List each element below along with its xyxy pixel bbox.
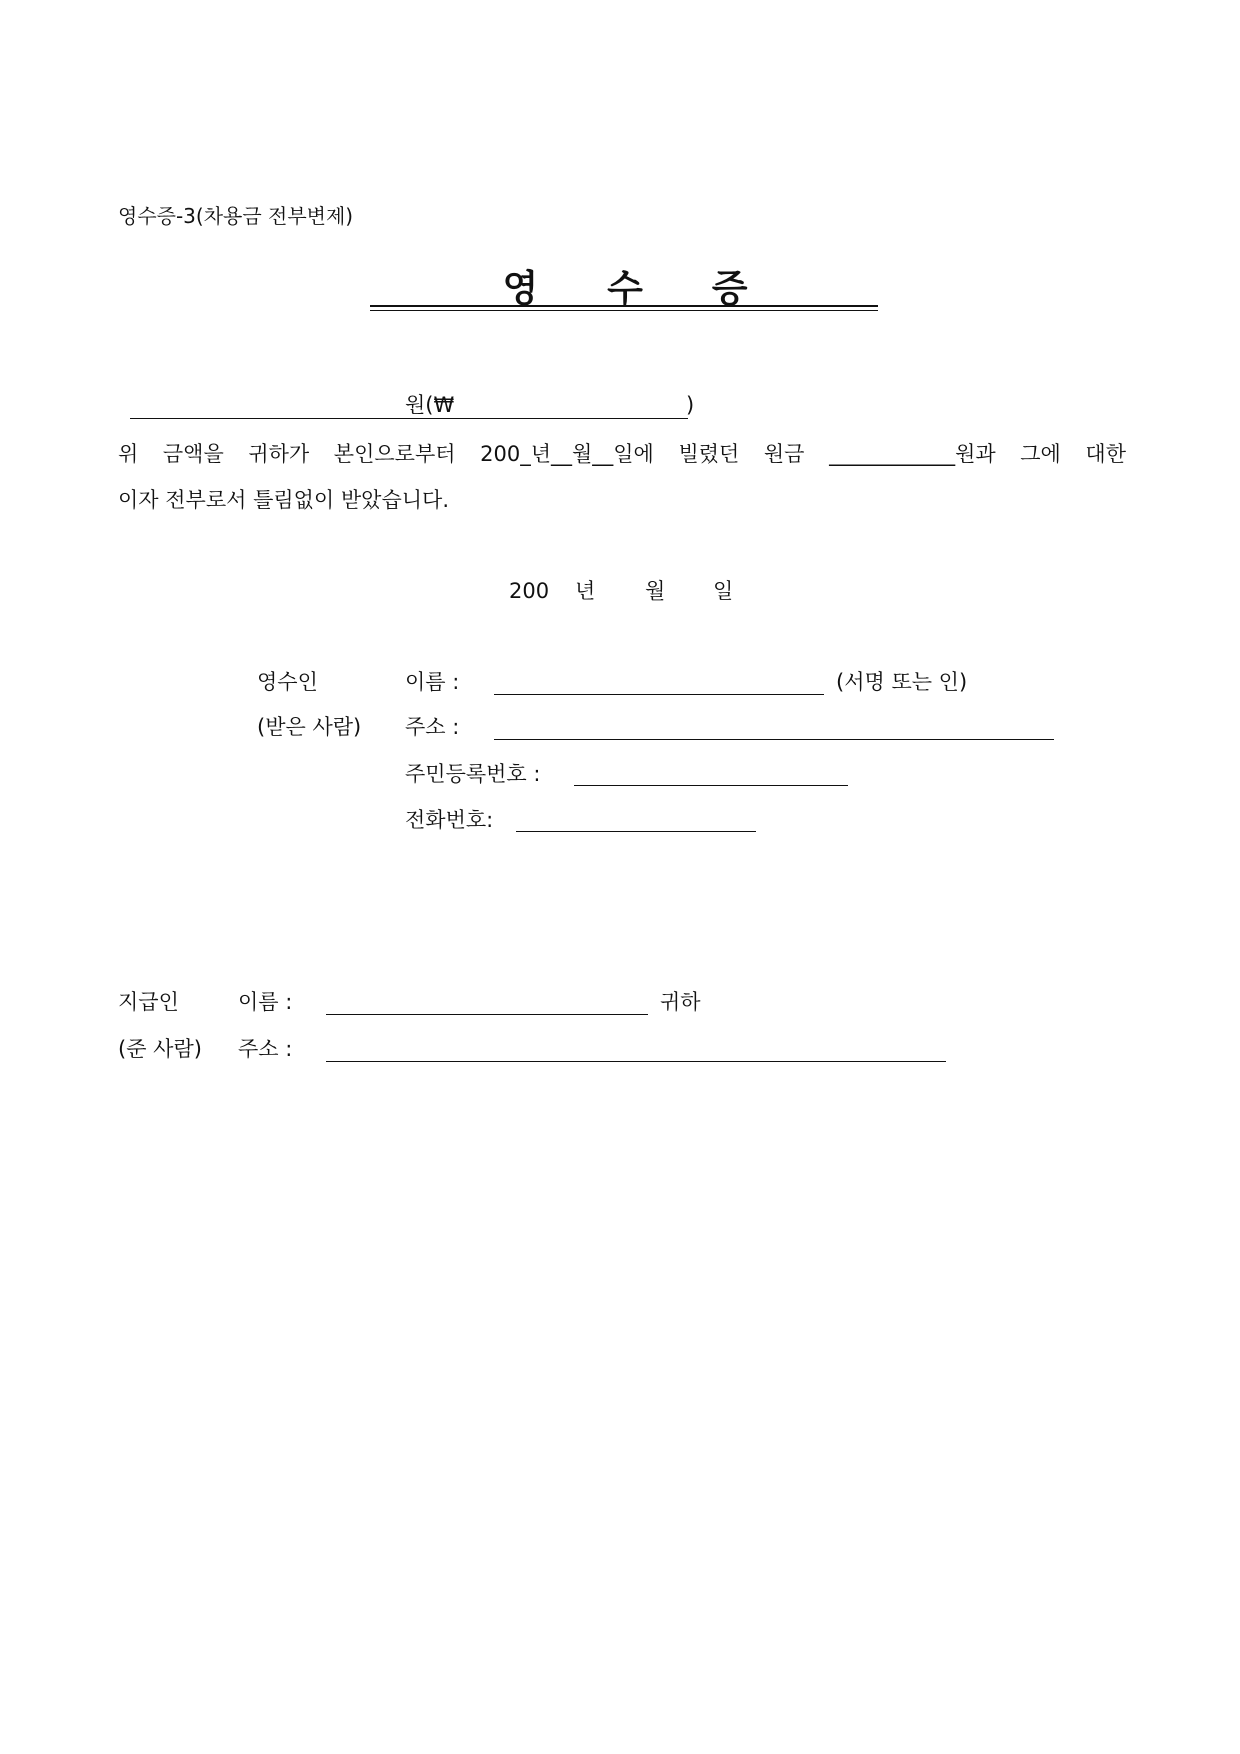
body-word: 200_년__월__일에 [480,442,654,466]
body-word: 금액을 [162,442,224,466]
body-word: 빌렸던 [678,442,740,466]
body-word: 그에 [1020,442,1061,466]
title-underline [370,310,878,311]
date-year-label: 년 [575,579,596,603]
payer-label: 지급인 [118,990,179,1014]
body-word: ____________원과 [829,442,996,466]
body-word: 원금 [763,442,805,466]
signature-note: (서명 또는 인) [836,670,968,694]
body-line-2: 이자 전부로서 틀림없이 받았습니다. [118,488,449,512]
title-char: 수 [607,267,643,310]
receiver-name-field[interactable] [494,694,824,695]
payer-honorific: 귀하 [660,990,701,1014]
receiver-phone-label: 전화번호: [405,808,494,832]
receiver-name-label: 이름 : [405,670,460,694]
receiver-phone-field[interactable] [516,831,756,832]
body-word: 대한 [1085,442,1126,466]
date-day-label: 일 [713,579,734,603]
receiver-label-sub: (받은 사람) [257,715,362,739]
receiver-address-field[interactable] [494,739,1054,740]
document-title [370,258,880,312]
date-month-label: 월 [645,579,666,603]
payer-name-field[interactable] [326,1014,648,1015]
payer-address-field[interactable] [326,1061,946,1062]
receiver-label: 영수인 [257,670,318,694]
title-char: 증 [711,267,748,310]
date-year: 200 [509,579,550,603]
payer-label-sub: (준 사람) [118,1037,202,1061]
payer-name-label: 이름 : [238,990,293,1014]
payer-address-label: 주소 : [238,1037,293,1061]
body-word: 위 [118,442,139,466]
amount-close: ) [686,393,695,417]
title-underline [370,305,878,307]
body-line-1 [118,441,1126,467]
body-word: 귀하가 [248,442,310,466]
body-word: 본인으로부터 [333,442,456,466]
receiver-rrn-label: 주민등록번호 : [405,762,541,786]
amount-blank[interactable] [130,418,688,419]
form-label: 영수증-3(차용금 전부변제) [118,204,354,228]
title-char: 영 [502,267,539,310]
amount-won-label: 원(₩ [405,393,455,417]
receiver-address-label: 주소 : [405,715,460,739]
receiver-rrn-field[interactable] [574,785,848,786]
